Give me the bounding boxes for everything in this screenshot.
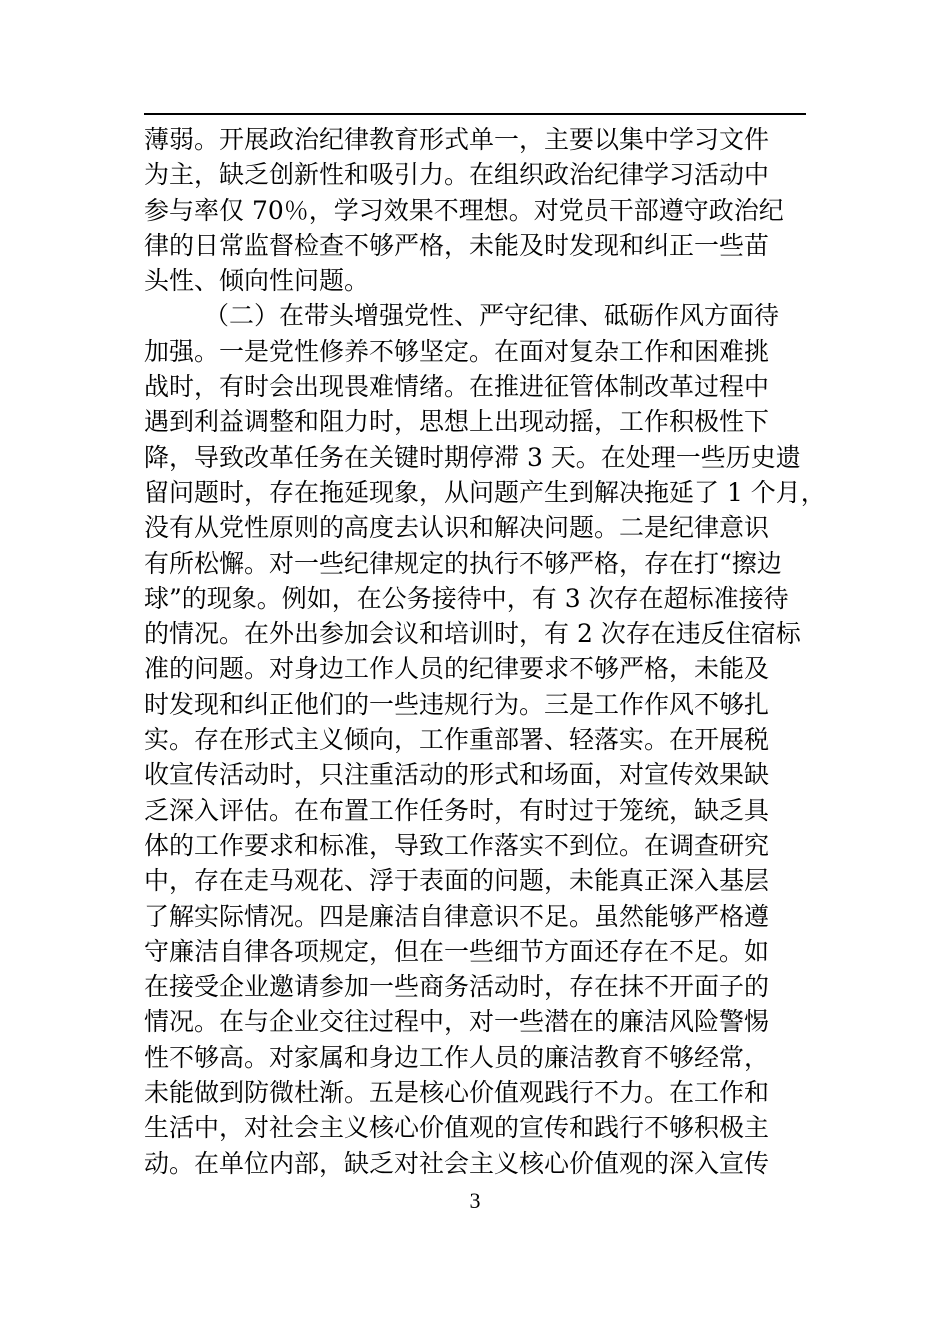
text-line: 动。在单位内部，缺乏对社会主义核心价值观的深入宣传 bbox=[144, 1148, 770, 1178]
text-line: 球”的现象。例如，在公务接待中，有 3 次存在超标准接待 bbox=[144, 583, 789, 613]
text-line: 参与率仅 70％，学习效果不理想。对党员干部遵守政治纪 bbox=[144, 195, 784, 225]
text-line: 收宣传活动时，只注重活动的形式和场面，对宣传效果缺 bbox=[144, 760, 770, 790]
paragraph-2 bbox=[144, 298, 844, 1180]
text-line: 加强。一是党性修养不够坚定。在面对复杂工作和困难挑 bbox=[144, 336, 770, 366]
text-line: 性不够高。对家属和身边工作人员的廉洁教育不够经常， bbox=[144, 1042, 770, 1072]
text-line: 守廉洁自律各项规定，但在一些细节方面还存在不足。如 bbox=[144, 936, 770, 966]
text-line: 中，存在走马观花、浮于表面的问题，未能真正深入基层 bbox=[144, 866, 770, 896]
header-rule bbox=[144, 113, 806, 115]
paragraph-1 bbox=[144, 122, 844, 298]
text-line: 留问题时，存在拖延现象，从问题产生到解决拖延了 1 个月， bbox=[144, 477, 826, 507]
text-line: 准的问题。对身边工作人员的纪律要求不够严格，未能及 bbox=[144, 654, 770, 684]
page-number: 3 bbox=[469, 1188, 481, 1213]
text-line: 律的日常监督检查不够严格，未能及时发现和纠正一些苗 bbox=[144, 230, 770, 260]
text-line: 实。存在形式主义倾向，工作重部署、轻落实。在开展税 bbox=[144, 725, 770, 755]
text-line: 情况。在与企业交往过程中，对一些潜在的廉洁风险警惕 bbox=[144, 1007, 770, 1037]
text-line: 生活中，对社会主义核心价值观的宣传和践行不够积极主 bbox=[144, 1113, 770, 1143]
text-line: 战时，有时会出现畏难情绪。在推进征管体制改革过程中 bbox=[144, 372, 770, 402]
text-line: 为主，缺乏创新性和吸引力。在组织政治纪律学习活动中 bbox=[144, 160, 770, 190]
text-line: 在接受企业邀请参加一些商务活动时，存在抹不开面子的 bbox=[144, 972, 770, 1002]
text-line: 的情况。在外出参加会议和培训时，有 2 次存在违反住宿标 bbox=[144, 619, 801, 649]
text-line: 未能做到防微杜渐。五是核心价值观践行不力。在工作和 bbox=[144, 1078, 770, 1108]
text-line: 没有从党性原则的高度去认识和解决问题。二是纪律意识 bbox=[144, 513, 770, 543]
text-line: 降，导致改革任务在关键时期停滞 3 天。在处理一些历史遗 bbox=[144, 442, 801, 472]
text-line: 遇到利益调整和阻力时，思想上出现动摇，工作积极性下 bbox=[144, 407, 770, 437]
text-line: 体的工作要求和标准，导致工作落实不到位。在调查研究 bbox=[144, 830, 770, 860]
body-text bbox=[144, 122, 844, 1181]
text-line: 头性、倾向性问题。 bbox=[144, 266, 370, 296]
section-heading-line: （二）在带头增强党性、严守纪律、砥砺作风方面待 bbox=[204, 301, 780, 331]
text-line: 时发现和纠正他们的一些违规行为。三是工作作风不够扎 bbox=[144, 689, 770, 719]
text-line: 有所松懈。对一些纪律规定的执行不够严格，存在打“擦边 bbox=[144, 548, 782, 578]
text-line: 了解实际情况。四是廉洁自律意识不足。虽然能够严格遵 bbox=[144, 901, 770, 931]
text-line: 乏深入评估。在布置工作任务时，有时过于笼统，缺乏具 bbox=[144, 795, 770, 825]
text-line: 薄弱。开展政治纪律教育形式单一，主要以集中学习文件 bbox=[144, 125, 770, 154]
